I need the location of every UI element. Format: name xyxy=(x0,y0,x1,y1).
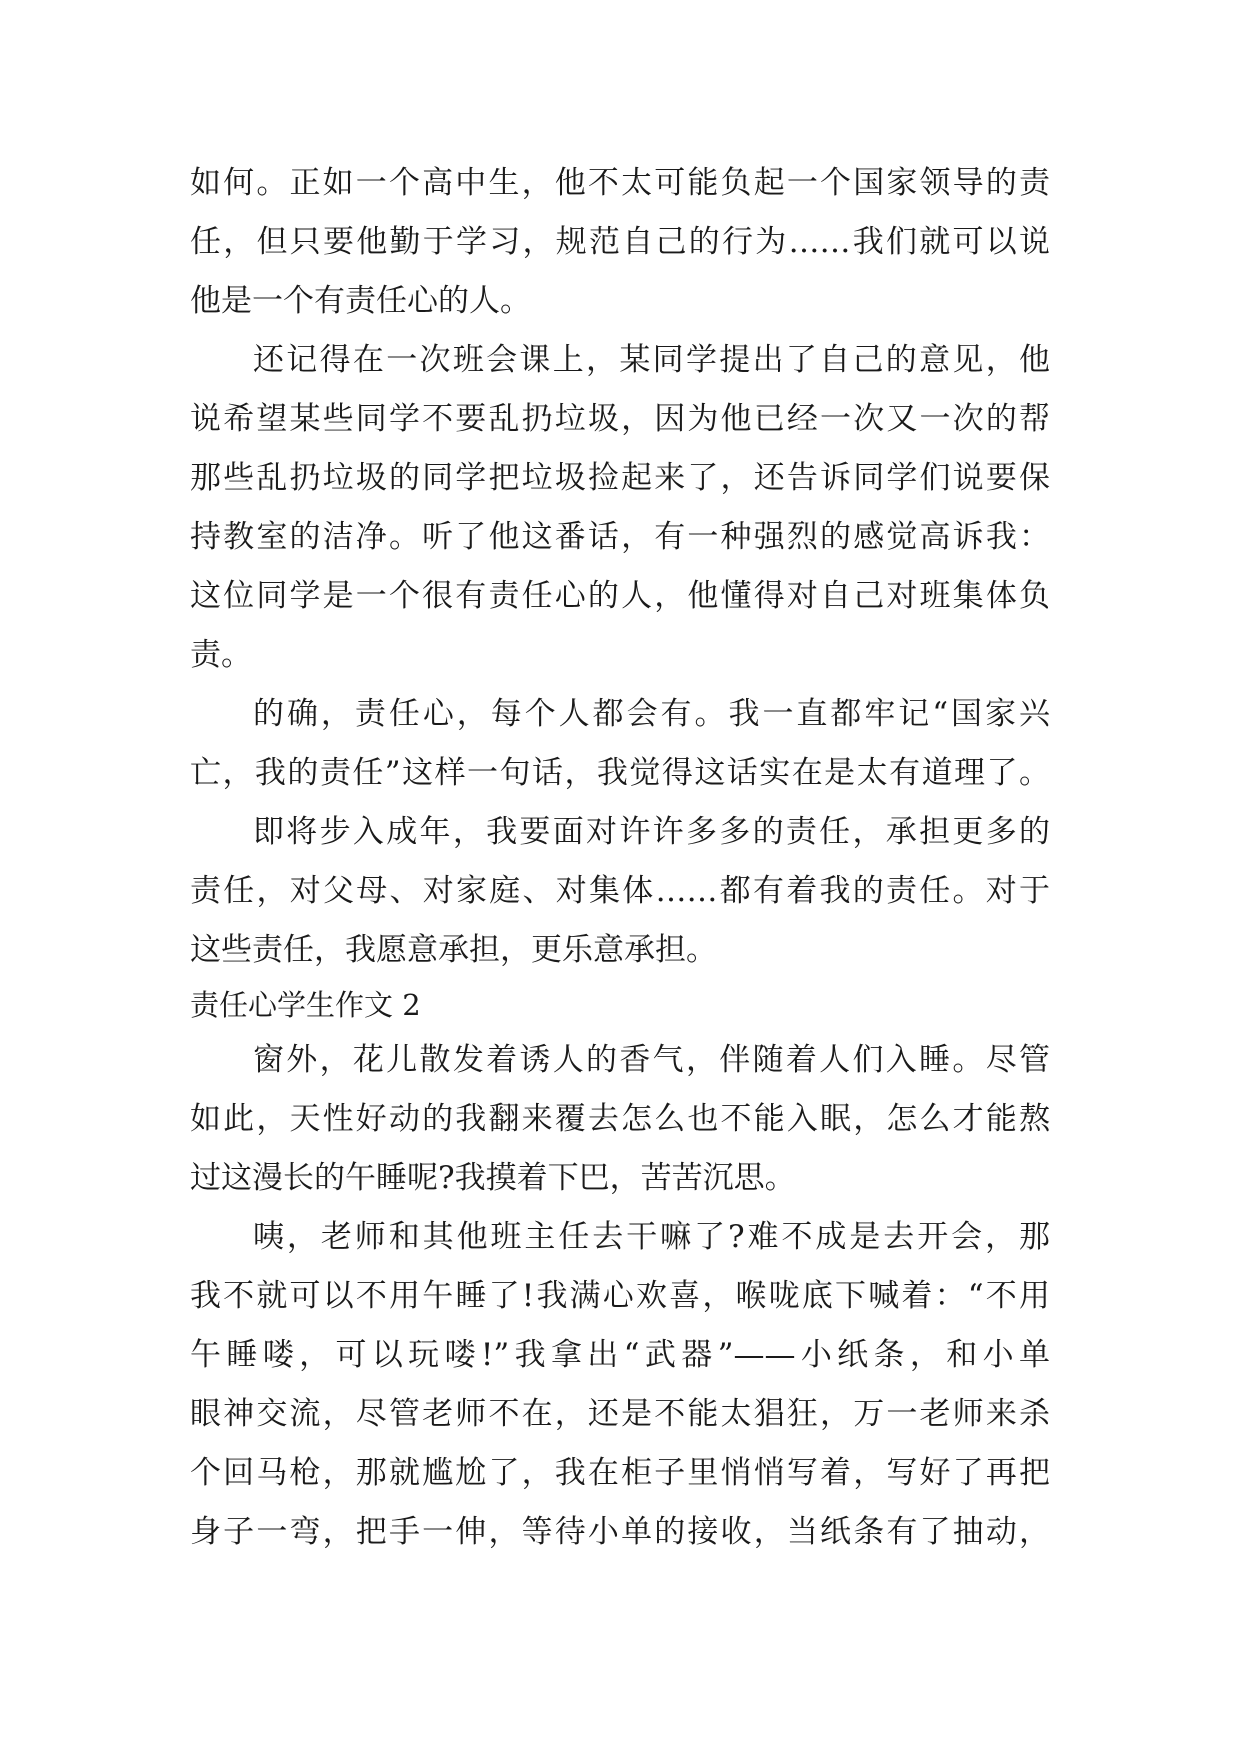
paragraph-2-line-1: 还记得在一次班会课上，某同学提出了自己的意见，他 xyxy=(253,342,1050,378)
paragraph-4-line-1: 即将步入成年，我要面对许许多多的责任，承担更多的 xyxy=(253,814,1050,850)
paragraph-2 xyxy=(190,331,1050,685)
section-heading: 责任心学生作文 2 xyxy=(190,988,421,1022)
paragraph-6-line-1: 咦，老师和其他班主任去干嘛了?难不成是去开会，那 xyxy=(253,1219,1050,1255)
paragraph-1-line-2: 任，但只要他勤于学习，规范自己的行为……我们就可以说 xyxy=(190,224,1050,260)
paragraph-1-line-1: 如何。正如一个高中生，他不太可能负起一个国家领导的责 xyxy=(190,165,1050,201)
paragraph-5-line-3: 过这漫长的午睡呢?我摸着下巴，苦苦沉思。 xyxy=(190,1160,796,1196)
paragraph-1-line-3: 他是一个有责任心的人。 xyxy=(190,283,531,319)
paragraph-5 xyxy=(190,1031,1050,1208)
paragraph-6-line-4: 眼神交流，尽管老师不在，还是不能太猖狂，万一老师来杀 xyxy=(190,1396,1050,1432)
paragraph-5-line-2: 如此，天性好动的我翻来覆去怎么也不能入眠，怎么才能熬 xyxy=(190,1101,1050,1137)
paragraph-1 xyxy=(190,154,1050,331)
paragraph-6-line-6: 身子一弯，把手一伸，等待小单的接收，当纸条有了抽动， xyxy=(190,1514,1050,1550)
paragraph-4 xyxy=(190,803,1050,980)
paragraph-3 xyxy=(190,685,1050,803)
paragraph-6-line-2: 我不就可以不用午睡了!我满心欢喜，喉咙底下喊着：“不用 xyxy=(190,1278,1050,1314)
document-body xyxy=(190,154,1050,1562)
paragraph-2-line-2: 说希望某些同学不要乱扔垃圾，因为他已经一次又一次的帮 xyxy=(190,401,1050,437)
paragraph-4-line-2: 责任，对父母、对家庭、对集体……都有着我的责任。对于 xyxy=(190,873,1050,909)
paragraph-6-line-3: 午睡喽，可以玩喽!”我拿出“武器”——小纸条，和小单 xyxy=(190,1337,1050,1373)
paragraph-2-line-6: 责。 xyxy=(190,637,252,673)
paragraph-2-line-4: 持教室的洁净。听了他这番话，有一种强烈的感觉高诉我： xyxy=(190,519,1050,555)
paragraph-3-line-1: 的确，责任心，每个人都会有。我一直都牢记“国家兴 xyxy=(253,696,1050,732)
paragraph-2-line-5: 这位同学是一个很有责任心的人，他懂得对自己对班集体负 xyxy=(190,578,1050,614)
paragraph-4-line-3: 这些责任，我愿意承担，更乐意承担。 xyxy=(190,932,717,968)
paragraph-6-line-5: 个回马枪，那就尴尬了，我在柜子里悄悄写着，写好了再把 xyxy=(190,1455,1050,1491)
paragraph-2-line-3: 那些乱扔垃圾的同学把垃圾捡起来了，还告诉同学们说要保 xyxy=(190,460,1050,496)
paragraph-3-line-2: 亡，我的责任”这样一句话，我觉得这话实在是太有道理了。 xyxy=(190,755,1050,791)
paragraph-6 xyxy=(190,1208,1050,1562)
paragraph-5-line-1: 窗外，花儿散发着诱人的香气，伴随着人们入睡。尽管 xyxy=(253,1042,1050,1078)
